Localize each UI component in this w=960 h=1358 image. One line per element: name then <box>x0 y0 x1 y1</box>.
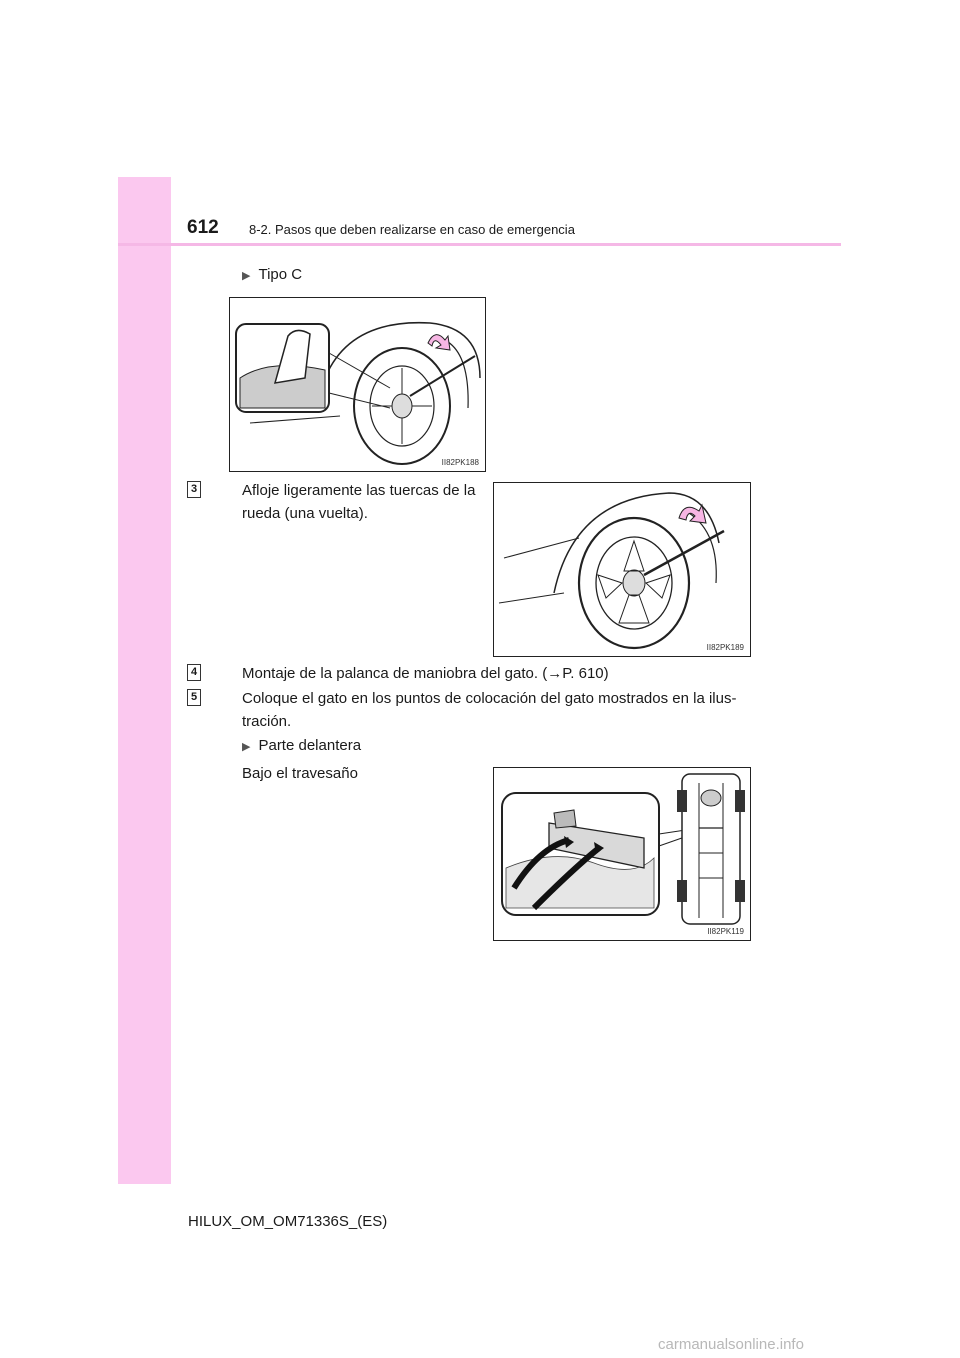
figure-code: II82PK119 <box>707 927 744 936</box>
step-4-text: Montaje de la palanca de maniobra del gato. (→P. 610) <box>242 665 609 682</box>
side-tab-band <box>118 177 171 1184</box>
figure-code: II82PK188 <box>441 458 479 467</box>
front-heading <box>242 737 361 754</box>
step-3-line-2: rueda (una vuelta). <box>242 505 368 522</box>
step-3-line-1: Afloje ligeramente las tuercas de la <box>242 482 476 499</box>
type-c-heading <box>242 266 302 283</box>
step-3-text <box>242 479 482 525</box>
crossmember-text: Bajo el travesaño <box>242 765 358 782</box>
type-c-label: Tipo C <box>258 266 303 283</box>
jack-point-illustration <box>494 768 750 940</box>
footer-document-code: HILUX_OM_OM71336S_(ES) <box>188 1213 388 1230</box>
step-number-3: 3 <box>187 481 201 498</box>
figure-front-jack-point <box>493 767 751 941</box>
step-number-5: 5 <box>187 689 201 706</box>
figure-wheel-cap-removal <box>229 297 486 472</box>
step-5-line-1: Coloque el gato en los puntos de colocación del gato mostrados en la ilus- <box>242 690 737 707</box>
section-title: 8-2. Pasos que deben realizarse en caso de emergencia <box>249 222 575 237</box>
watermark: carmanualsonline.info <box>658 1336 804 1353</box>
wheel-cap-illustration <box>230 298 485 471</box>
step-5-text <box>242 687 762 733</box>
step-number-4: 4 <box>187 664 201 681</box>
page-number: 612 <box>187 217 219 238</box>
step-5-line-2: tración. <box>242 713 292 730</box>
figure-code: II82PK189 <box>706 643 744 652</box>
triangle-arrow-icon: ▶ <box>242 270 251 282</box>
triangle-arrow-icon: ▶ <box>242 741 251 753</box>
front-label: Parte delantera <box>258 737 362 754</box>
figure-loosen-wheel-nuts <box>493 482 751 657</box>
wheel-nut-illustration <box>494 483 750 656</box>
header-rule <box>118 243 841 246</box>
